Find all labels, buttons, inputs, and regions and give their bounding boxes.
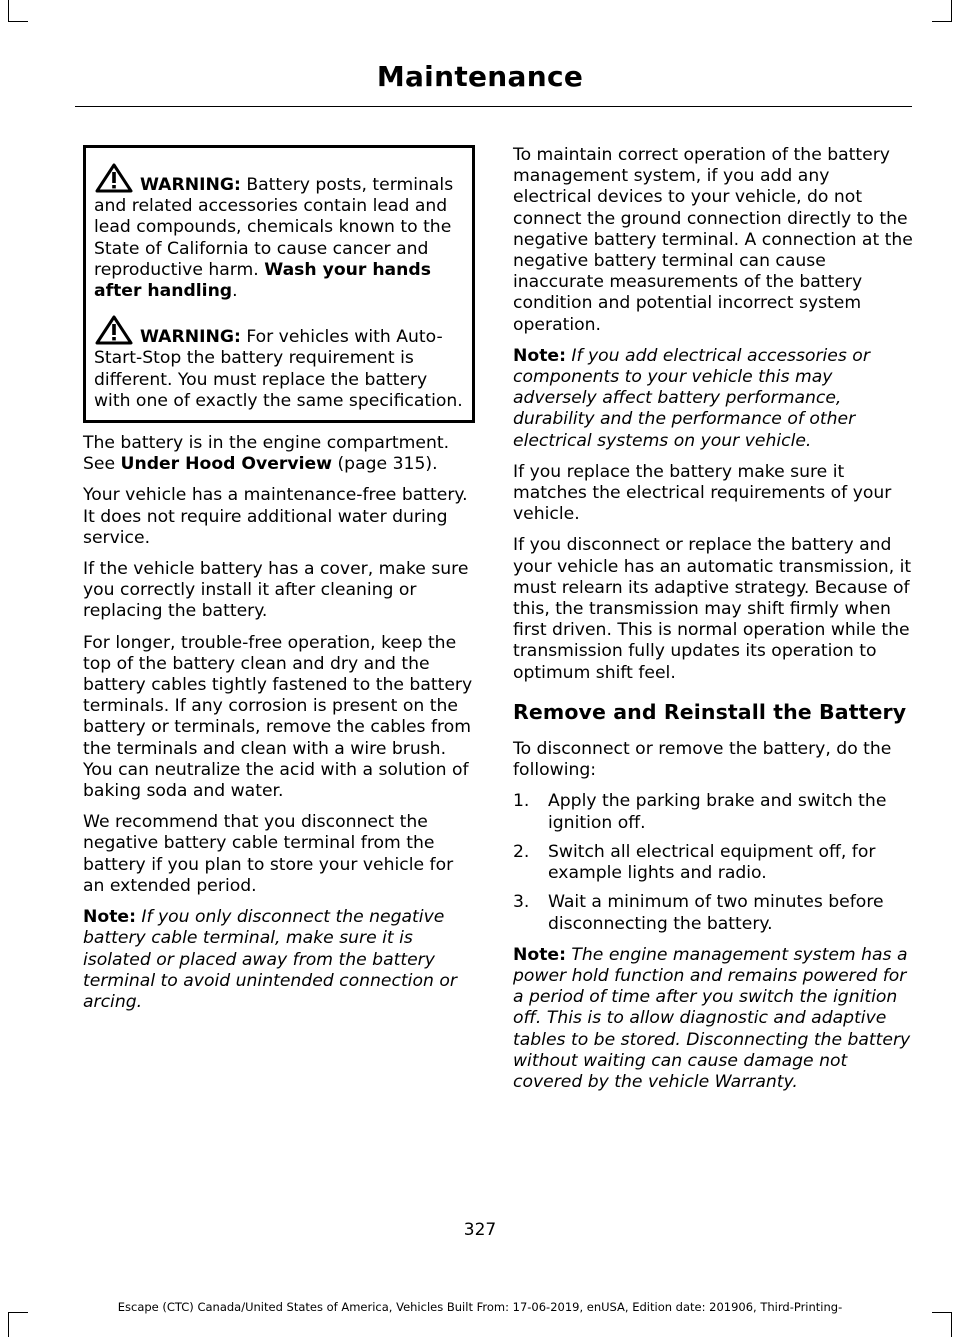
page-title: Maintenance [376,60,584,93]
section-heading: Remove and Reinstall the Battery [513,699,907,724]
step-text: Switch all electrical equipment off, for example lights and radio. [548,841,876,884]
warning-text: Battery posts, terminals and related accessories contain lead and lead compounds, chemicals known to the State of California to cause cancer and reproductive harm. [94,175,454,280]
paragraph: Your vehicle has a maintenance-free battery. It does not require additional water during service. [83,485,468,548]
warning-box [83,145,475,423]
footer-text: Escape (CTC) Canada/United States of America, Vehicles Built From: 17-06-2019, enUSA, Edition date: 201906, Third-Printing- [117,1300,843,1314]
list-item [513,842,913,884]
warning-label: WARNING: [140,175,241,195]
crop-mark [8,21,28,22]
list-item [513,892,913,934]
page-number: 327 [463,1220,497,1240]
paragraph-text: (page 315). [332,454,438,475]
note-text: If you only disconnect the negative battery cable terminal, make sure it is isolated or placed away from the battery terminal to avoid unintended connection or arcing. [83,907,457,1012]
note-label: Note: [513,345,566,366]
note-text: The engine management system has a power hold function and remains powered for a period of time after you switch the ignition off. This is to allow diagnostic and adaptive tables to be stored. Disconnecting the battery without waiting can cause damage not covered by the vehicle Warranty. [513,944,911,1092]
step-number: 3. [513,892,530,913]
paragraph: To maintain correct operation of the battery management system, if you add any electrical devices to your vehicle, do not connect the ground connection directly to the negative battery terminal. A connection at the negative battery terminal can cause inaccurate measurements of the battery condition and potential incorrect system operation. [513,145,913,335]
note-label: Note: [513,944,566,965]
warning-text: For vehicles with Auto-Start-Stop the battery requirement is different. You must replace the battery with one of exactly the same specification. [94,327,463,411]
paragraph-text: The battery is in the engine compartment. See [83,433,450,475]
crop-mark [8,1312,9,1337]
list-item [513,791,913,833]
crop-mark [932,21,952,22]
warning-paragraph [94,162,464,302]
steps-list [513,791,913,934]
note-paragraph [83,907,475,1013]
cross-reference-link[interactable]: Under Hood Overview [120,454,333,475]
crop-mark [951,0,952,22]
note-label: Note: [83,907,136,928]
paragraph: To disconnect or remove the battery, do the following: [513,739,892,781]
step-number: 1. [513,791,530,812]
warning-label: WARNING: [140,327,241,348]
header-divider [75,106,912,107]
crop-mark [8,0,9,22]
warning-triangle-icon [94,314,134,346]
warning-tail: . [232,281,238,302]
warning-emphasis: Wash your hands after handling [94,259,431,302]
step-number: 2. [513,841,530,862]
paragraph: If you replace the battery make sure it matches the electrical requirements of your vehicle. [513,461,892,525]
step-text: Wait a minimum of two minutes before disconnecting the battery. [548,892,884,934]
right-column [513,145,913,1093]
battery-location-paragraph [83,433,475,475]
step-text: Apply the parking brake and switch the ignition off. [548,791,887,833]
paragraph: If you disconnect or replace the battery and your vehicle has an automatic transmission, it must relearn its adaptive strategy. Because of this, the transmission may shift firmly when first driven. This is normal operation while the transmission fully updates its operation to optimum shift feel. [513,535,912,683]
paragraph: For longer, trouble-free operation, keep the top of the battery clean and dry and the battery cables tightly fastened to the battery terminals. If any corrosion is present on the battery or terminals, remove the cables from the terminals and clean with a wire brush. You can neutralize the acid with a solution of baking soda and water. [83,632,473,802]
left-column [83,145,475,1023]
crop-mark [951,1312,952,1337]
note-text: If you add electrical accessories or components to your vehicle this may adversely affect battery performance, durability and the performance of other electrical systems on your vehicle. [513,345,870,451]
paragraph: If the vehicle battery has a cover, make sure you correctly install it after cleaning or replacing the battery. [83,559,469,622]
note-paragraph [513,346,913,452]
note-paragraph [513,945,913,1093]
paragraph: We recommend that you disconnect the negative battery cable terminal from the battery if you plan to store your vehicle for an extended period. [83,812,454,896]
warning-paragraph [94,314,464,412]
warning-triangle-icon [94,162,134,194]
